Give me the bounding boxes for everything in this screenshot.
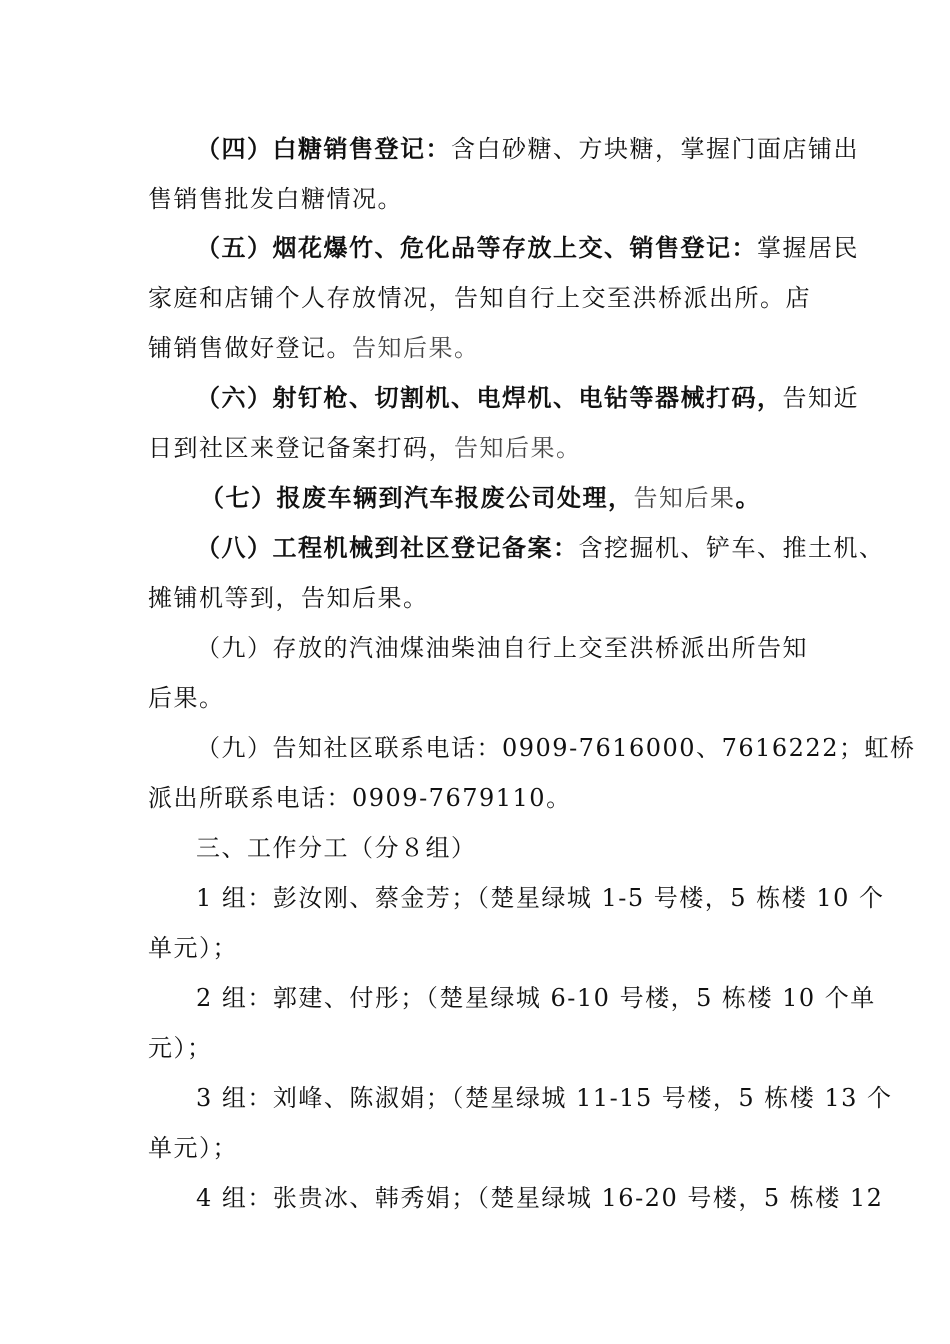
item-4-heading: （四）白糖销售登记： (196, 134, 451, 163)
item-6-text-a: 日到社区来登记备案打码， (148, 434, 454, 462)
item-9b-line-1: （九）告知社区联系电话：0909-7616000、7616222；虹桥 (196, 734, 916, 762)
item-6-text-b: 告知后果。 (454, 434, 582, 462)
group-4-line-1: 4 组：张贵冰、韩秀娟；（楚星绿城 16-20 号楼，5 栋楼 12 (196, 1184, 884, 1212)
item-7-line-1 (200, 483, 761, 513)
item-5-text: 掌握居民 (757, 234, 859, 262)
item-6-line-1 (196, 383, 859, 413)
item-4-line-2: 售销售批发白糖情况。 (148, 185, 403, 213)
item-8-line-1 (196, 533, 885, 563)
item-5-heading: （五）烟花爆竹、危化品等存放上交、销售登记： (196, 233, 757, 262)
item-6-heading: （六）射钉枪、切割机、电焊机、电钻等器械打码， (196, 383, 783, 412)
section-heading: 三、工作分工（分８组） (196, 834, 477, 862)
item-5-line-1 (196, 233, 859, 263)
item-8-line-2: 摊铺机等到，告知后果。 (148, 584, 429, 612)
item-5-text-a: 铺销售做好登记。 (148, 334, 352, 362)
item-8-text: 含挖掘机、铲车、推土机、 (578, 534, 885, 562)
item-5-text-b: 告知后果。 (352, 334, 480, 362)
item-5-line-3 (148, 333, 480, 363)
item-7-text: 告知后果 (633, 484, 736, 512)
item-8-heading: （八）工程机械到社区登记备案： (196, 533, 579, 562)
item-4-line-1 (196, 134, 859, 164)
item-7-heading: （七）报废车辆到汽车报废公司处理， (200, 483, 634, 512)
item-4-text: 含白砂糖、方块糖，掌握门面店铺出 (451, 135, 859, 163)
item-6-text: 告知近 (782, 384, 859, 412)
item-9b-line-2: 派出所联系电话：0909-7679110。 (148, 784, 572, 812)
item-7-end: 。 (735, 483, 761, 512)
group-1-line-2: 单元）； (148, 934, 238, 962)
item-5-line-2: 家庭和店铺个人存放情况，告知自行上交至洪桥派出所。店 (148, 284, 811, 312)
item-9a-line-2: 后果。 (148, 684, 225, 712)
group-3-line-1: 3 组：刘峰、陈淑娟；（楚星绿城 11-15 号楼，5 栋楼 13 个 (196, 1084, 893, 1112)
item-6-line-2 (148, 433, 582, 463)
item-9a-line-1: （九）存放的汽油煤油柴油自行上交至洪桥派出所告知 (196, 634, 808, 662)
group-2-line-1: 2 组：郭建、付彤；（楚星绿城 6-10 号楼，5 栋楼 10 个单 (196, 984, 876, 1012)
group-3-line-2: 单元）； (148, 1134, 238, 1162)
group-1-line-1: 1 组：彭汝刚、蔡金芳；（楚星绿城 1-5 号楼，5 栋楼 10 个 (196, 884, 885, 912)
group-2-line-2: 元）； (148, 1034, 213, 1062)
